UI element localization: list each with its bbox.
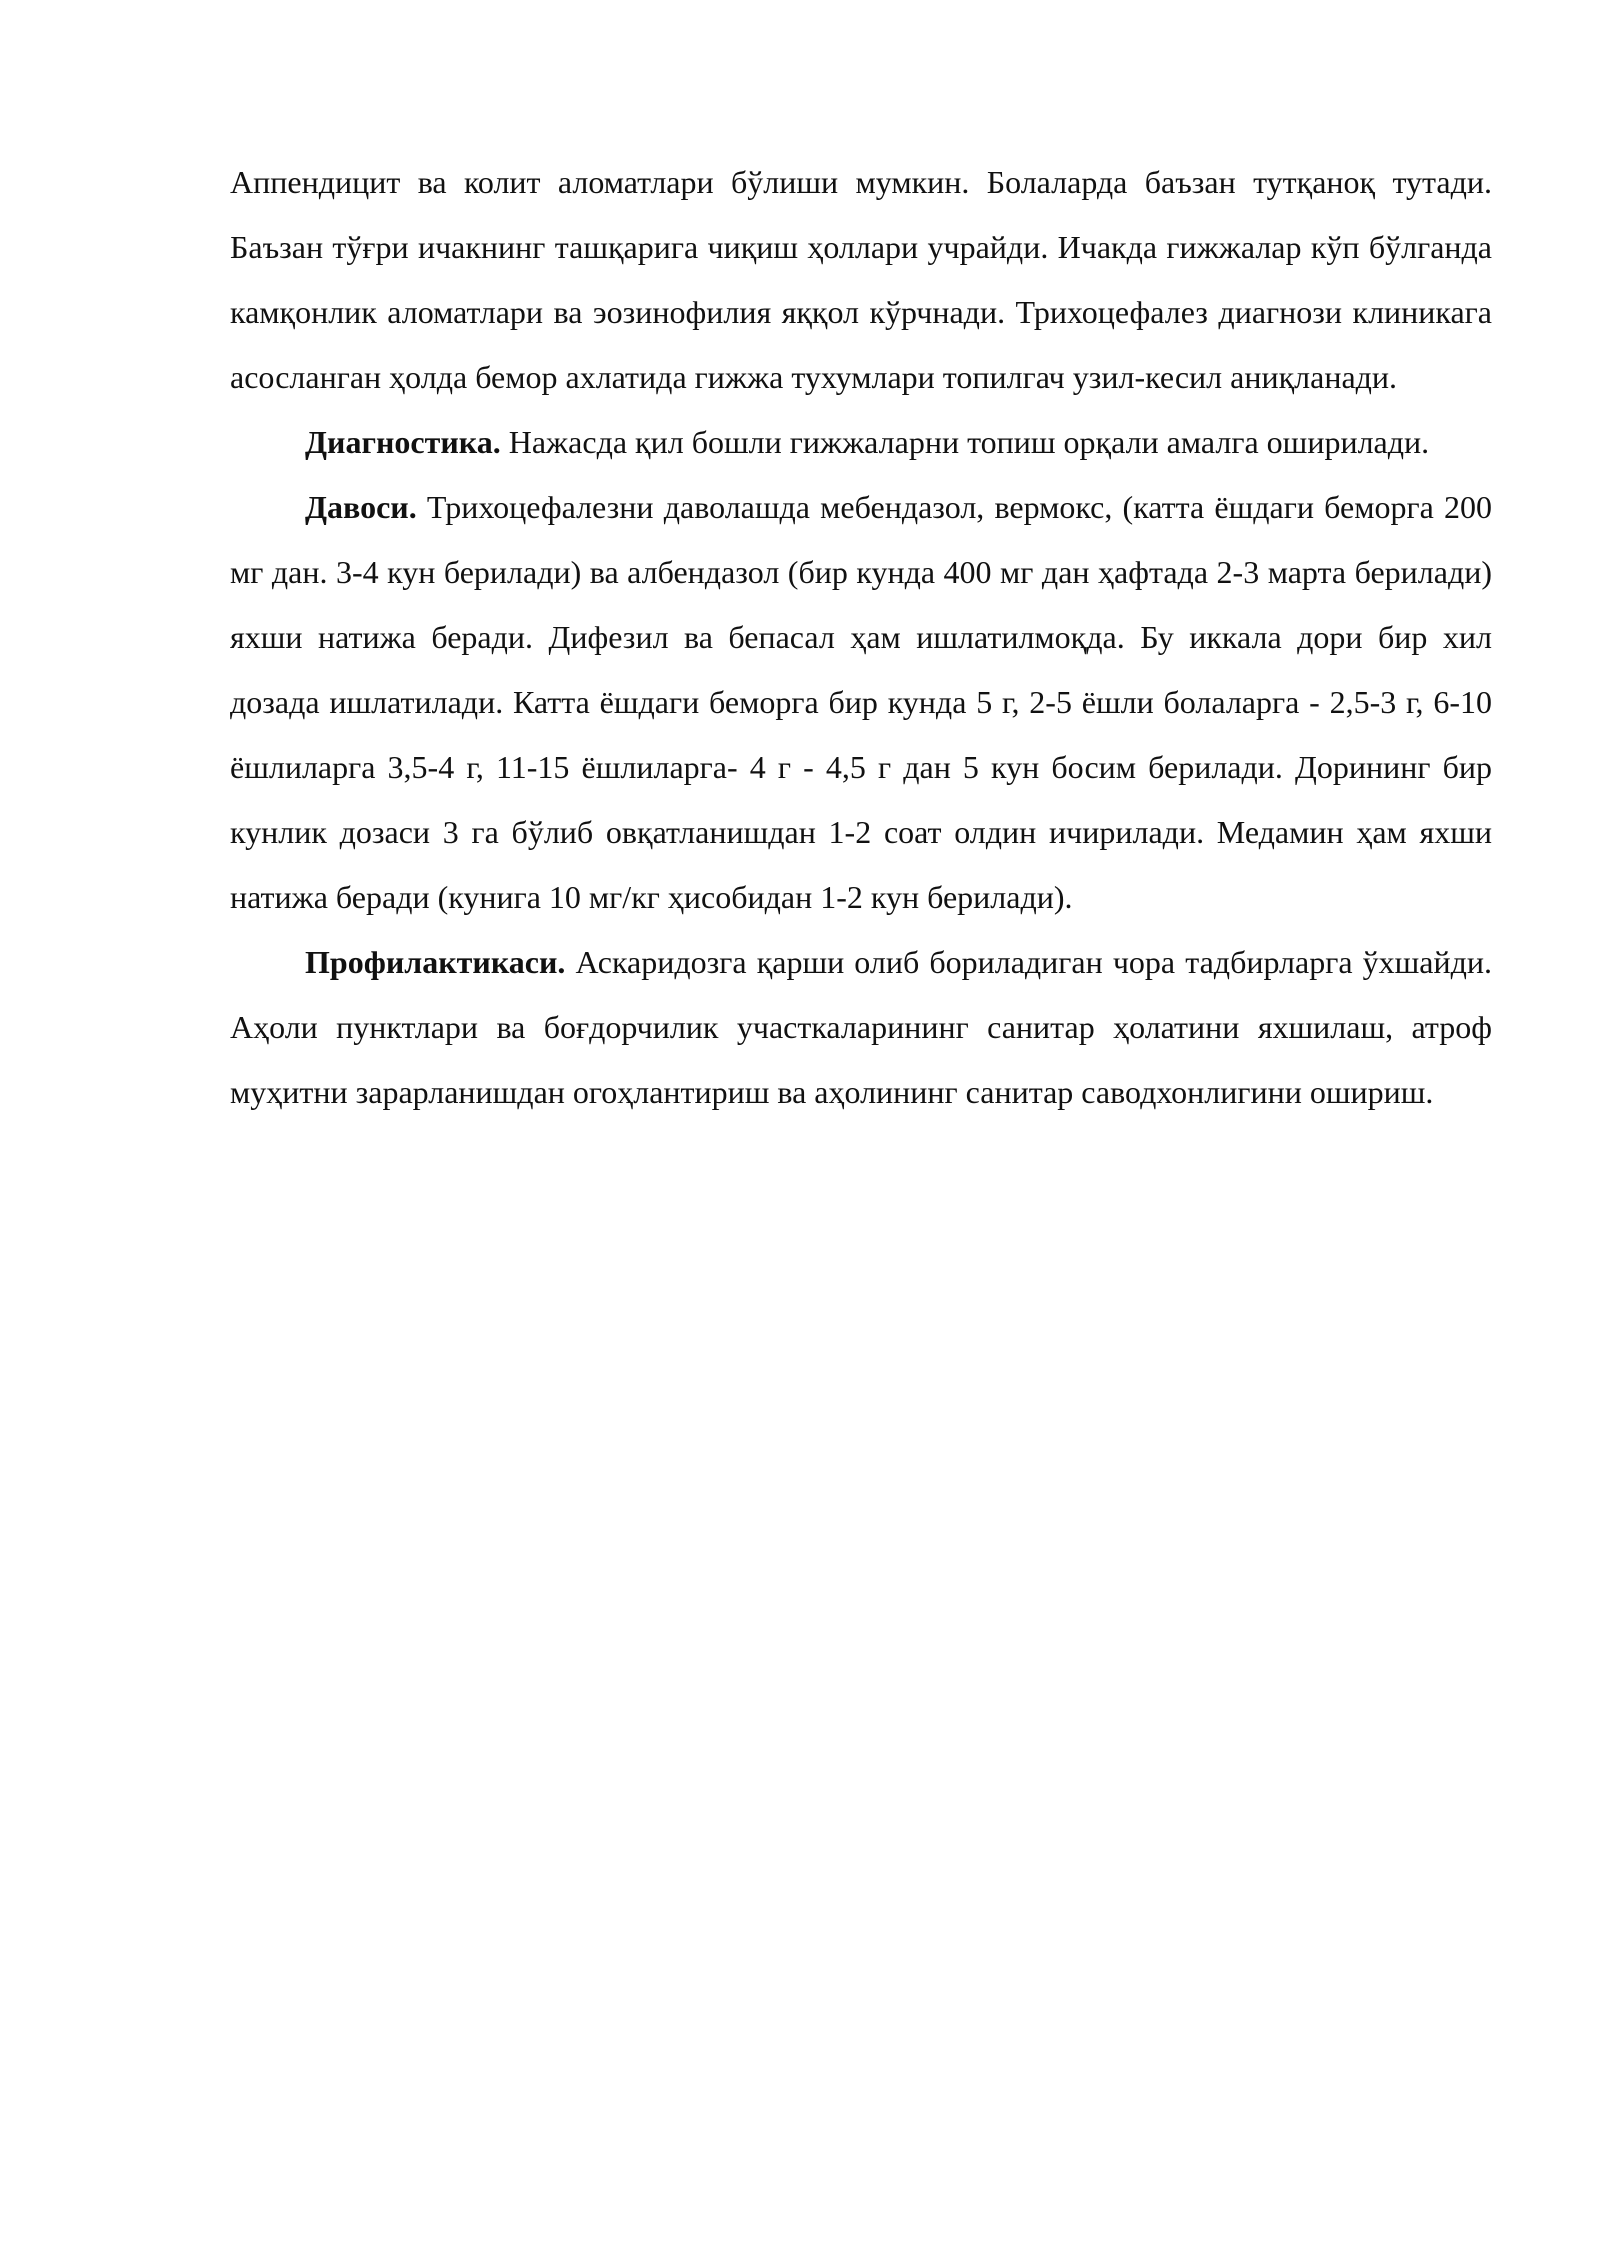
paragraph-prophylaxis-text: Аскаридозга қарши олиб бориладиган чора тадбирларга ўхшайди. Аҳоли пунктлари ва боғдорчилик участкаларининг санитар ҳолатини яхшилаш, атроф муҳитни зарарланишдан огоҳлантириш ва аҳолининг санитар саводхонлигини ошириш. (230, 944, 1492, 1110)
paragraph-treatment (230, 475, 1492, 930)
heading-treatment: Давоси. (305, 489, 417, 525)
document-body (230, 150, 1492, 1125)
paragraph-intro (230, 150, 1492, 410)
heading-diagnostics: Диагностика. (305, 424, 501, 460)
paragraph-diagnostics (230, 410, 1492, 475)
paragraph-intro-text: Аппендицит ва колит аломатлари бўлиши мумкин. Болаларда баъзан тутқаноқ тутади. Баъзан тўғри ичакнинг ташқарига чиқиш ҳоллари учрайди. Ичакда гижжалар кўп бўлганда камқонлик аломатлари ва эозинофилия яққол кўрчнади. Трихоцефалез диагнози клиникага асосланган ҳолда бемор ахлатида гижжа тухумлари топилгач узил-кесил аниқланади. (230, 164, 1492, 395)
heading-prophylaxis: Профилактикаси. (305, 944, 566, 980)
paragraph-prophylaxis (230, 930, 1492, 1125)
paragraph-diagnostics-text: Нажасда қил бошли гижжаларни топиш орқали амалга оширилади. (500, 424, 1430, 460)
paragraph-treatment-text: Трихоцефалезни даволашда мебендазол, вермокс, (катта ёшдаги беморга 200 мг дан. 3-4 кун берилади) ва албендазол (бир кунда 400 мг дан ҳафтада 2-3 марта берилади) яхши натижа беради. Дифезил ва бепасал ҳам ишлатилмоқда. Бу иккала дори бир хил дозада ишлатилади. Катта ёшдаги беморга бир кунда 5 г, 2-5 ёшли болаларга - 2,5-3 г, 6-10 ёшлиларга 3,5-4 г, 11-15 ёшлиларга- 4 г - 4,5 г дан 5 кун босим берилади. Дорининг бир кунлик дозаси 3 га бўлиб овқатланишдан 1-2 соат олдин ичирилади. Медамин ҳам яхши натижа беради (кунига 10 мг/кг ҳисобидан 1-2 кун берилади). (230, 489, 1492, 915)
